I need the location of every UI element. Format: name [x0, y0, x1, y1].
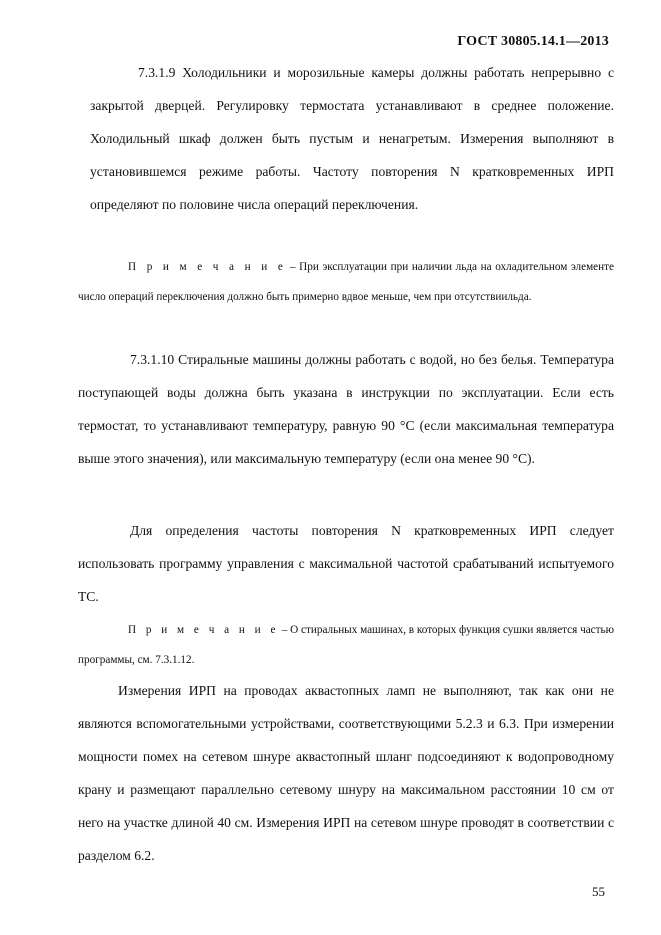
note-text: – О стиральных машинах, в которых функция сушки является частью программы, см. 7.3.1.12.: [78, 624, 614, 666]
paragraph-aquastop: Измерения ИРП на проводах аквастопных ламп не выполняют, так как они не являются вспомогательными устройствами, соответствующими 5.2.3 и 6.3. При измерении мощности помех на сетевом шнуре аквастопный шланг подсоединяют к водопроводному крану и размещают параллельно сетевому шнуру на максимальном расстоянии 10 см от него на участке длиной 40 см. Измерения ИРП на сетевом шнуре проводят в соответствии с разделом 6.2.: [78, 683, 614, 863]
paragraph-7-3-1-9: 7.3.1.9 Холодильники и морозильные камеры должны работать непрерывно с закрытой дверцей. Регулировку термостата устанавливают в среднее положение. Холодильный шкаф должен быть пустым и ненагретым. Измерения выполняют в установившемся режиме работы. Частоту повторения N кратковременных ИРП определяют по половине числа операций переключения.: [90, 65, 614, 212]
note-label: П р и м е ч а н и е: [128, 624, 279, 636]
page-number: 55: [592, 884, 605, 899]
paragraph-7-3-1-10: 7.3.1.10 Стиральные машины должны работать с водой, но без белья. Температура поступающей воды должна быть указана в инструкции по эксплуатации. Если есть термостат, то устанавливают температуру, равную 90 °С (если максимальная температура выше этого значения), или максимальную температуру (если она менее 90 °С).: [78, 352, 614, 466]
paragraph-frequency: Для определения частоты повторения N кратковременных ИРП следует использовать программу управления с максимальной частотой срабатываний испытуемого ТС.: [78, 523, 614, 604]
note-label: П р и м е ч а н и е: [128, 261, 287, 273]
note-ice: [78, 252, 614, 312]
note-washing-dryer: [78, 615, 614, 675]
note-text: – При эксплуатации при наличии льда на охладительном элементе число операций переключения должно быть примерно вдвое меньше, чем при отсутствиильда.: [78, 261, 614, 303]
standard-header: ГОСТ 30805.14.1—2013: [457, 34, 609, 49]
